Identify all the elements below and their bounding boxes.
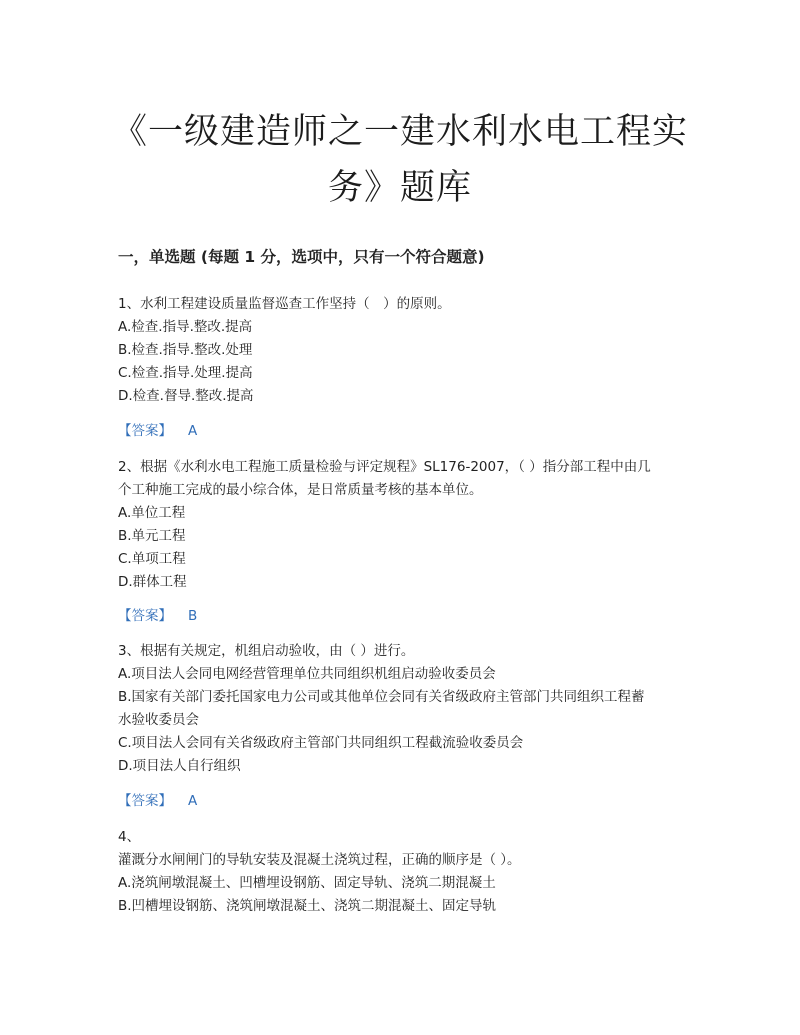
- answer-1: [118, 420, 197, 442]
- title-line-1: 《一级建造师之一建水利水电工程实: [111, 112, 688, 152]
- answer-label: 【答案】: [118, 423, 172, 439]
- question-stem: 3、根据有关规定，机组启动验收，由（ ）进行。: [118, 643, 415, 659]
- answer-2: [118, 605, 197, 627]
- option-a: A.单位工程: [118, 505, 186, 521]
- question-number: 4、: [118, 829, 141, 845]
- answer-3: [118, 790, 197, 812]
- option-d: D.项目法人自行组织: [118, 758, 241, 774]
- option-c: C.项目法人会同有关省级政府主管部门共同组织工程截流验收委员会: [118, 735, 524, 751]
- option-a: A.项目法人会同电网经营管理单位共同组织机组启动验收委员会: [118, 666, 496, 682]
- section-heading: 一，单选题 (每题 1 分，选项中，只有一个符合题意): [118, 248, 485, 266]
- option-a: A.检查.指导.整改.提高: [118, 319, 253, 335]
- option-b: B.检查.指导.整改.处理: [118, 342, 253, 358]
- question-3: [118, 640, 688, 778]
- question-stem: 灌溉分水闸闸门的导轨安装及混凝土浇筑过程，正确的顺序是（ ）。: [118, 852, 521, 868]
- option-c: C.检查.指导.处理.提高: [118, 365, 253, 381]
- option-d: D.检查.督导.整改.提高: [118, 388, 254, 404]
- answer-label: 【答案】: [118, 608, 172, 624]
- option-d: D.群体工程: [118, 574, 187, 590]
- option-c: C.单项工程: [118, 551, 186, 567]
- answer-value: B: [188, 608, 198, 624]
- answer-label: 【答案】: [118, 793, 172, 809]
- answer-value: A: [188, 423, 198, 439]
- option-b: B.凹槽埋设钢筋、浇筑闸墩混凝土、浇筑二期混凝土、固定导轨: [118, 898, 497, 914]
- question-stem: 2、根据《水利水电工程施工质量检验与评定规程》SL176-2007，（ ）指分部工程中由几: [118, 459, 651, 475]
- option-b: B.单元工程: [118, 528, 186, 544]
- question-2: [118, 456, 688, 594]
- question-stem: 1、水利工程建设质量监督巡查工作坚持（ ）的原则。: [118, 296, 451, 312]
- option-a: A.浇筑闸墩混凝土、凹槽埋设钢筋、固定导轨、浇筑二期混凝土: [118, 875, 496, 891]
- title-line-2: 务》题库: [327, 168, 472, 208]
- question-stem-continued: 个工种施工完成的最小综合体，是日常质量考核的基本单位。: [118, 482, 483, 498]
- option-b-continued: 水验收委员会: [118, 712, 199, 728]
- question-4: [118, 826, 688, 918]
- question-1: [118, 293, 688, 408]
- document-title: [100, 104, 700, 216]
- answer-value: A: [188, 793, 198, 809]
- option-b: B.国家有关部门委托国家电力公司或其他单位会同有关省级政府主管部门共同组织工程蓄: [118, 689, 645, 705]
